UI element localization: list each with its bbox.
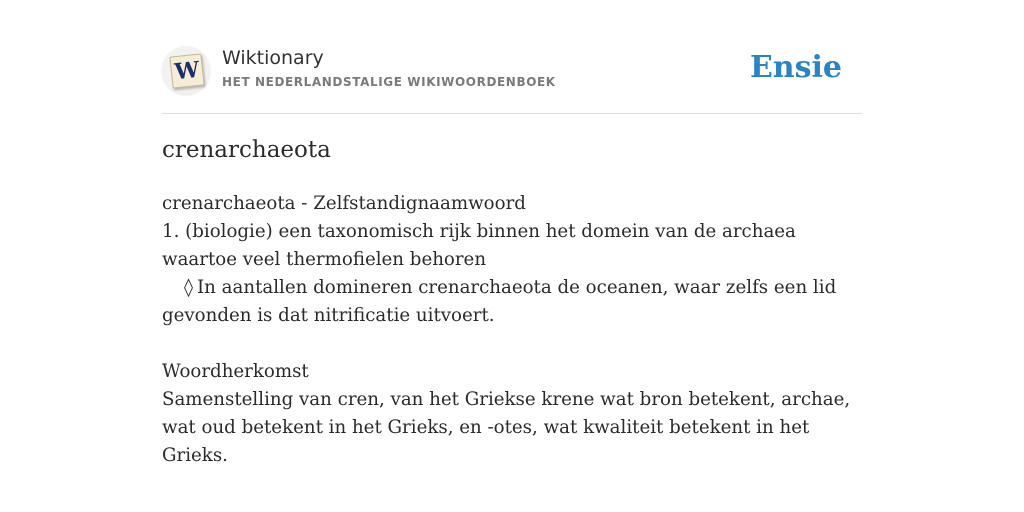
definition: 1. (biologie) een taxonomisch rijk binnen het domein van de archaea waartoe veel thermofielen behoren xyxy=(162,221,796,270)
etymology-heading: Woordherkomst xyxy=(162,361,309,382)
example-bullet-icon: ◊ xyxy=(184,277,193,298)
example-text: In aantallen domineren crenarchaeota de oceanen, waar zelfs een lid gevonden is dat nitrificatie uitvoert. xyxy=(162,277,837,326)
example-sentence xyxy=(162,274,852,330)
site-tagline: HET NEDERLANDSTALIGE WIKIWOORDENBOEK xyxy=(222,75,556,89)
wiktionary-logo-icon[interactable] xyxy=(162,46,210,94)
ensie-brand-link[interactable]: Ensie xyxy=(749,50,842,85)
header-divider xyxy=(162,113,862,114)
site-header xyxy=(162,46,862,96)
etymology-text: Samenstelling van cren, van het Griekse krene wat bron betekent, archae, wat oud betekent in het Grieks, en -otes, wat kwaliteit betekent in het Grieks. xyxy=(162,389,851,466)
page-title: crenarchaeota xyxy=(162,137,331,163)
part-of-speech-line: crenarchaeota - Zelfstandignaamwoord xyxy=(162,193,526,214)
spacer xyxy=(162,330,852,358)
logo-tile: W xyxy=(169,53,204,88)
site-name[interactable]: Wiktionary xyxy=(222,47,324,69)
entry-content xyxy=(162,190,852,470)
